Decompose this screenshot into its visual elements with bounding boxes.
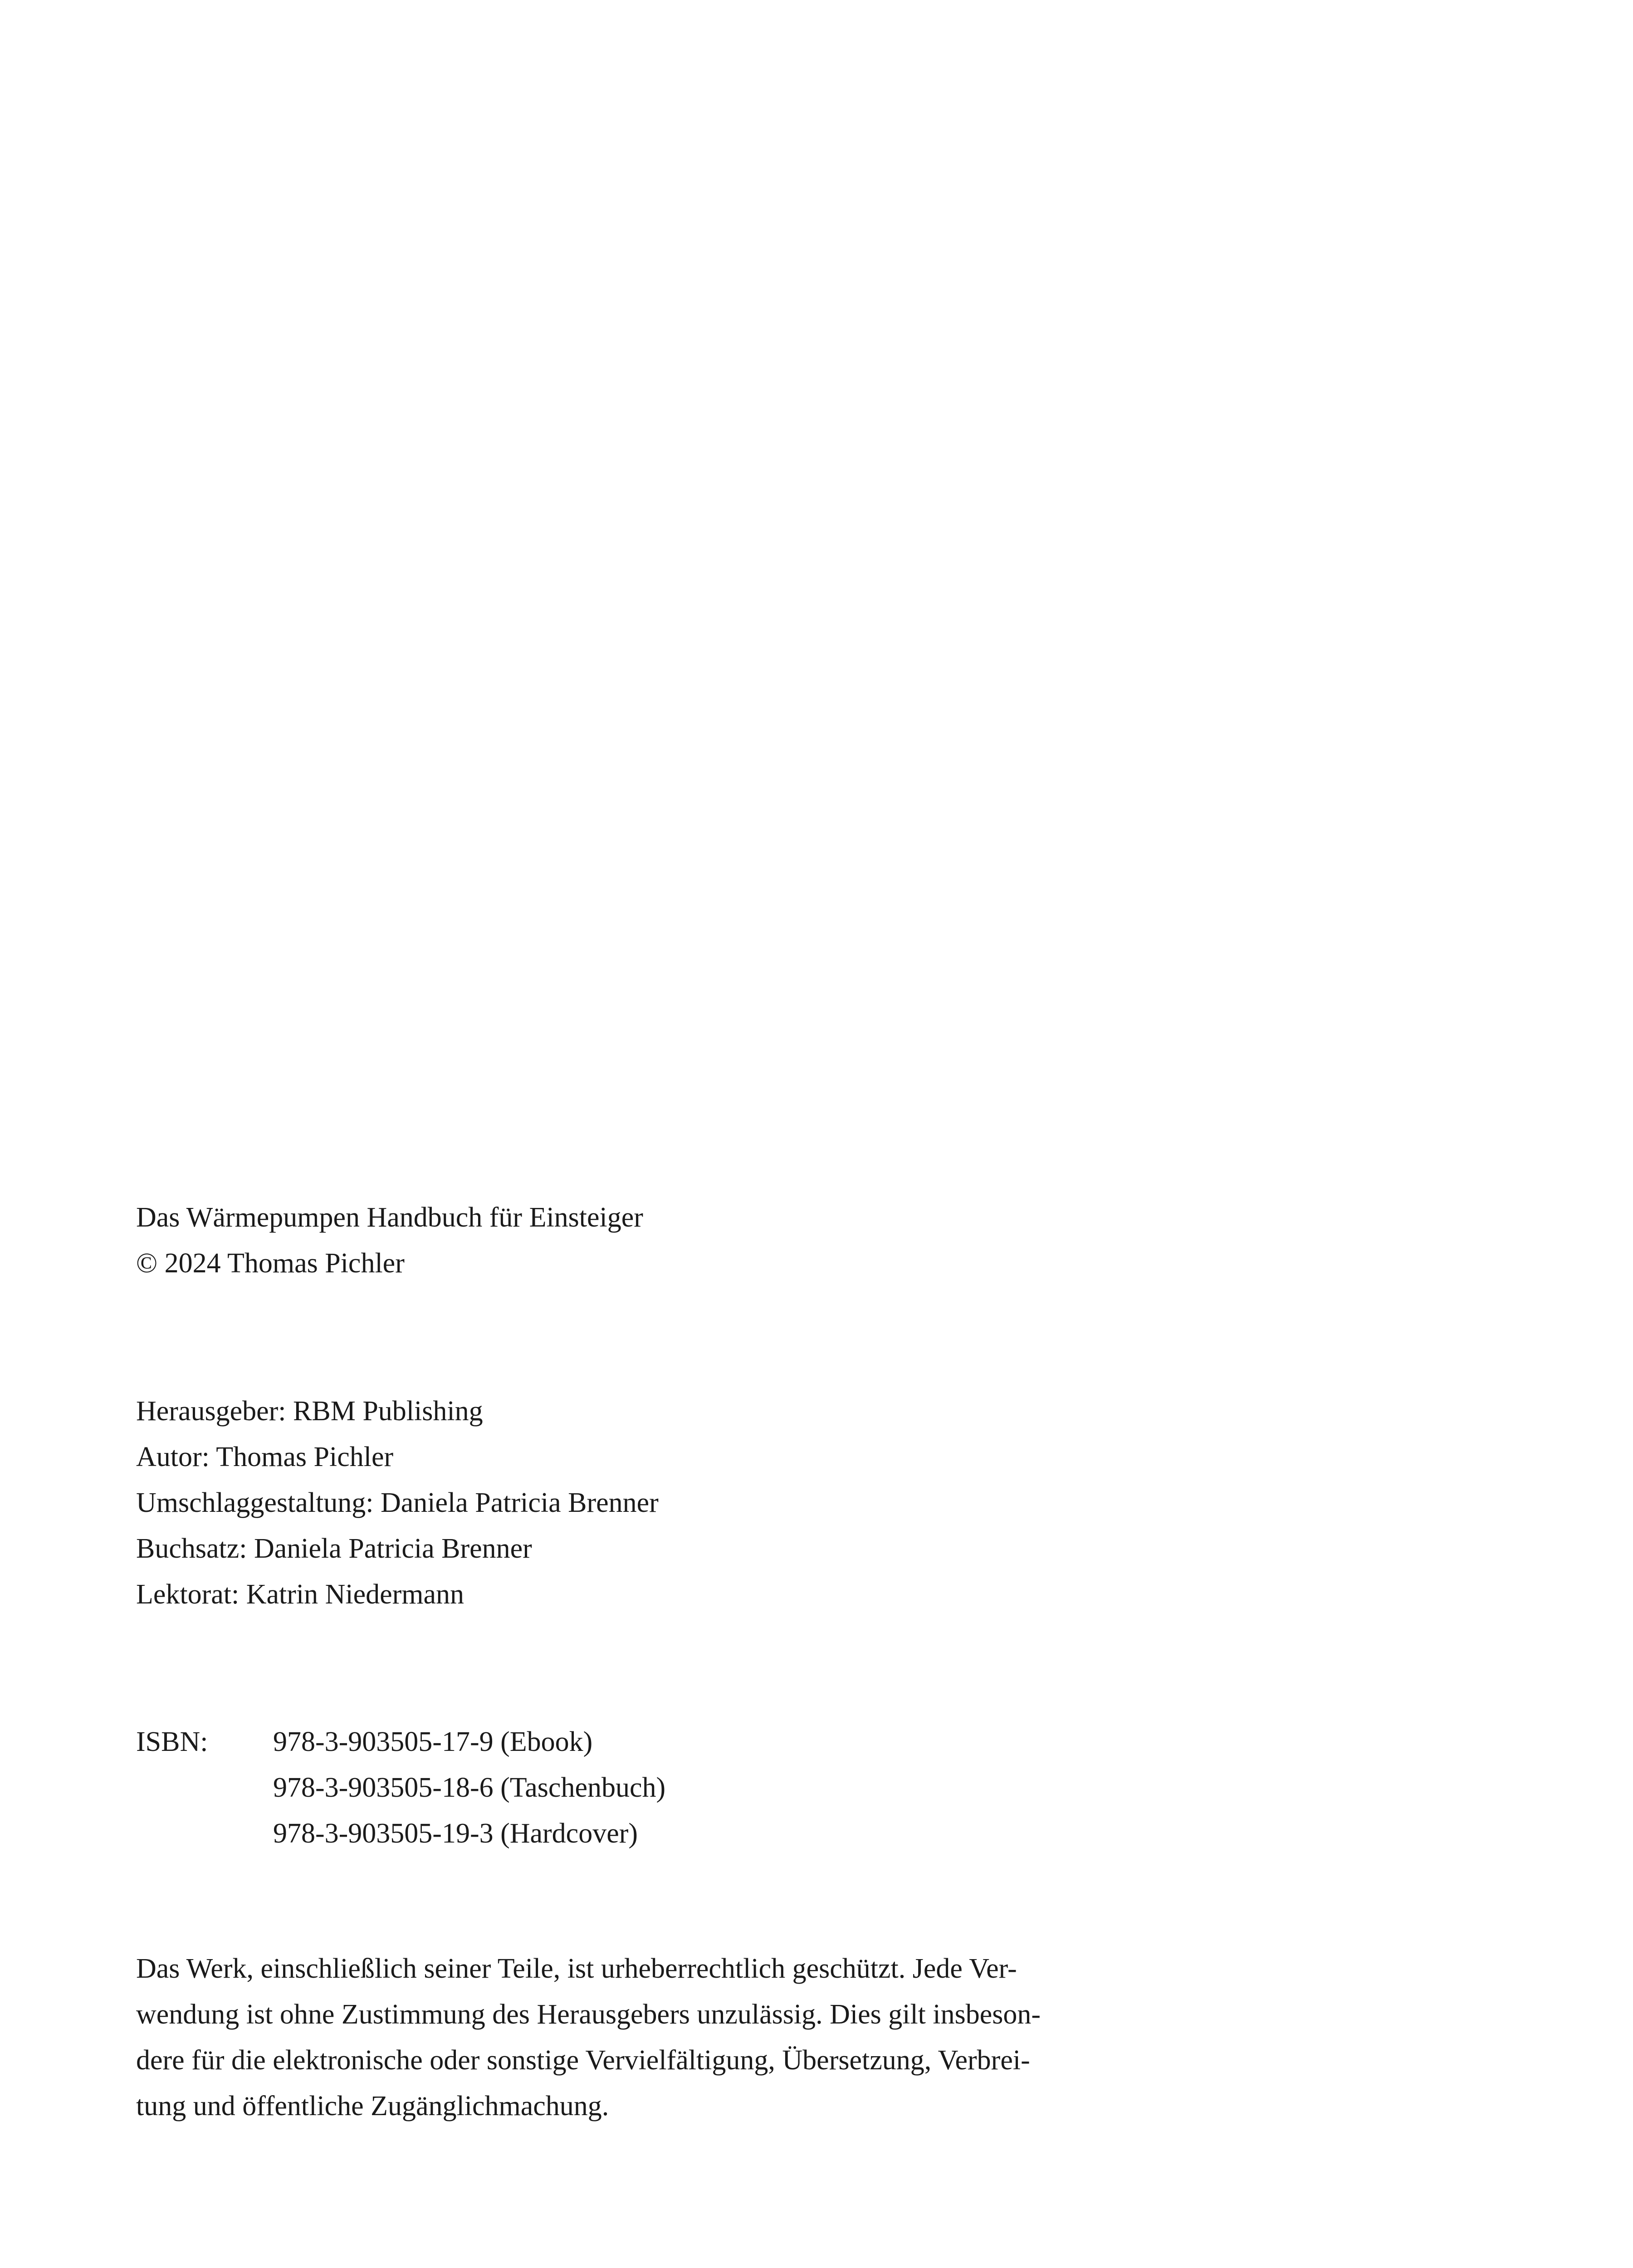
author-credit: Autor: Thomas Pichler	[136, 1442, 394, 1472]
isbn-label-spacer	[136, 1811, 273, 1857]
isbn-row	[136, 1811, 665, 1857]
legal-line: dere für die elektronische oder sonstige Vervielfältigung, Übersetzung, Verbrei-	[136, 2045, 1030, 2076]
isbn-label-spacer	[136, 1765, 273, 1811]
isbn-ebook: 978-3-903505-17-9 (Ebook)	[273, 1726, 593, 1757]
legal-line: Das Werk, einschließlich seiner Teile, ist urheberrechtlich geschützt. Jede Ver-	[136, 1953, 1017, 1984]
isbn-row	[136, 1765, 665, 1811]
isbn-block	[136, 1719, 665, 1857]
legal-line: tung und öffentliche Zugänglichmachung.	[136, 2091, 609, 2121]
editing-credit: Lektorat: Katrin Niedermann	[136, 1579, 464, 1610]
credits-block	[136, 1388, 659, 1618]
isbn-row	[136, 1719, 665, 1765]
typesetting-credit: Buchsatz: Daniela Patricia Brenner	[136, 1533, 532, 1564]
isbn-label: ISBN:	[136, 1726, 208, 1757]
legal-notice	[136, 1946, 1207, 2129]
title-block	[136, 1195, 643, 1286]
isbn-paperback: 978-3-903505-18-6 (Taschenbuch)	[273, 1772, 666, 1803]
copyright-notice: © 2024 Thomas Pichler	[136, 1248, 405, 1279]
cover-design-credit: Umschlaggestaltung: Daniela Patricia Brenner	[136, 1487, 659, 1518]
isbn-hardcover: 978-3-903505-19-3 (Hardcover)	[273, 1818, 638, 1849]
legal-line: wendung ist ohne Zustimmung des Herausgebers unzulässig. Dies gilt insbeson-	[136, 1999, 1041, 2030]
publisher-credit: Herausgeber: RBM Publishing	[136, 1396, 483, 1427]
book-title: Das Wärmepumpen Handbuch für Einsteiger	[136, 1202, 643, 1233]
